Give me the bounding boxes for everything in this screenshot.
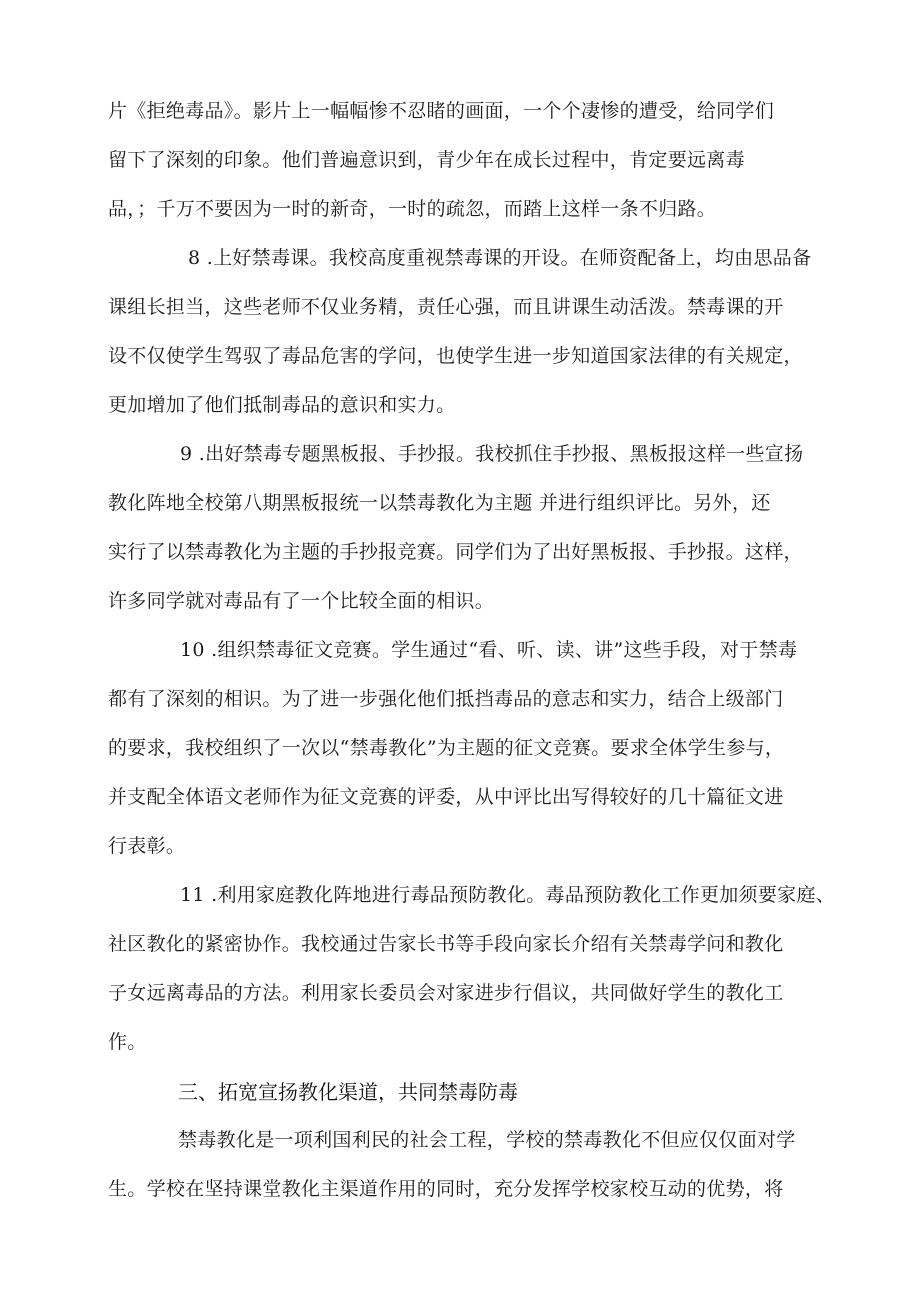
section-3-line-2: 生。学校在坚持课堂教化主渠道作用的同时，充分发挥学校家校互动的优势，将 xyxy=(108,1178,784,1200)
item-8-line-2: 课组长担当，这些老师不仅业务精，责任心强，而且讲课生动活泼。禁毒课的开 xyxy=(108,296,784,318)
item-10-line-3: 的要求，我校组织了一次以“禁毒教化”为主题的征文竞赛。要求全体学生参与， xyxy=(108,737,785,759)
section-3-heading: 三、拓宽宣扬教化渠道，共同禁毒防毒 xyxy=(178,1080,518,1104)
item-10-line-2: 都有了深刻的相识。为了进一步强化他们抵挡毒品的意志和实力，结合上级部门 xyxy=(108,688,784,710)
item-10-line-1: 10 .组织禁毒征文竞赛。学生通过“看、听、读、讲”这些手段，对于禁毒 xyxy=(180,639,798,661)
item-9-line-1: 9 .出好禁毒专题黑板报、手抄报。我校抓住手抄报、黑板报这样一些宣扬 xyxy=(180,443,804,465)
item-11-line-3: 子女远离毒品的方法。利用家长委员会对家进步行倡议，共同做好学生的教化工 xyxy=(108,982,784,1004)
section-3-line-1: 禁毒教化是一项利国利民的社会工程，学校的禁毒教化不但应仅仅面对学 xyxy=(178,1129,796,1151)
item-8-line-1: 8 .上好禁毒课。我校高度重视禁毒课的开设。在师资配备上，均由思品备 xyxy=(188,247,812,269)
item-11-line-4: 作。 xyxy=(108,1031,147,1053)
item-8-line-3: 设不仅使学生驾驭了毒品危害的学问，也使学生进一步知道国家法律的有关规定， xyxy=(108,345,803,367)
paragraph-prev-line-1: 片《拒绝毒品》。影片上一幅幅惨不忍睹的画面，一个个凄惨的遭受，给同学们 xyxy=(108,100,775,122)
item-9-line-2: 教化阵地全校第八期黑板报统一以禁毒教化为主题 并进行组织评比。另外，还 xyxy=(108,492,771,514)
paragraph-prev-line-2: 留下了深刻的印象。他们普遍意识到，青少年在成长过程中，肯定要远离毒 xyxy=(108,149,745,171)
item-10-line-4: 并支配全体语文老师作为征文竞赛的评委，从中评比出写得较好的几十篇征文进 xyxy=(108,786,784,808)
item-9-line-4: 许多同学就对毒品有了一个比较全面的相识。 xyxy=(108,590,495,612)
item-8-line-4: 更加增加了他们抵制毒品的意识和实力。 xyxy=(108,394,456,416)
item-10-line-5: 行表彰。 xyxy=(108,835,186,857)
item-9-line-3: 实行了以禁毒教化为主题的手抄报竞赛。同学们为了出好黑板报、手抄报。这样， xyxy=(108,541,803,563)
paragraph-prev-line-3: 品，；千万不要因为一时的新奇，一时的疏忽，而踏上这样一条不归路。 xyxy=(108,198,717,220)
item-11-line-1: 11 .利用家庭教化阵地进行毒品预防教化。毒品预防教化工作更加须要家庭、 xyxy=(180,884,836,906)
item-11-line-2: 社区教化的紧密协作。我校通过告家长书等手段向家长介绍有关禁毒学问和教化 xyxy=(108,933,784,955)
